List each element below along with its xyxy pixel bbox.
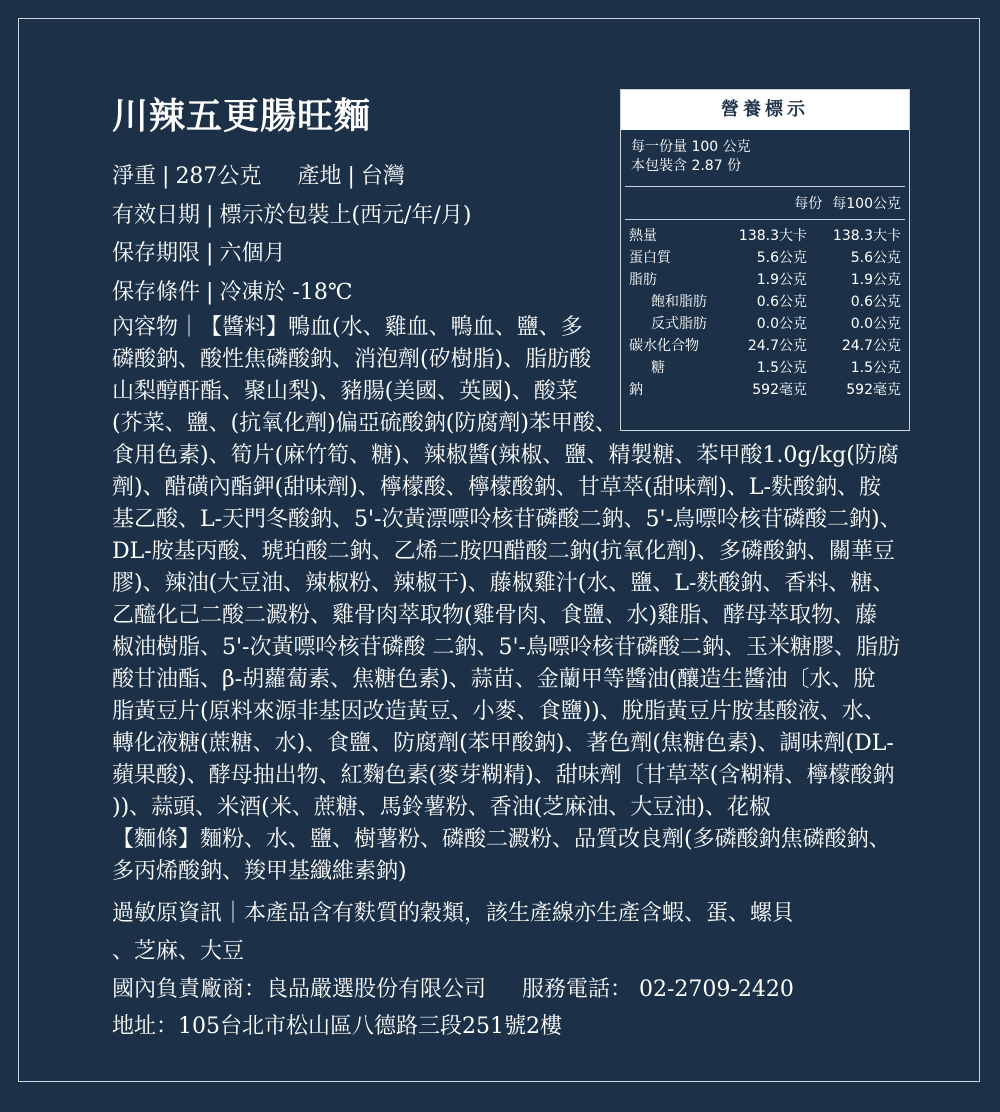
expiry-value: 標示於包裝上(西元/年/月) [219,203,472,228]
allergen-info [112,895,794,971]
ingredients-line: 轉化液糖(蔗糖、水)、食鹽、防腐劑(苯甲酸鈉)、著色劑(焦糖色素)、調味劑(DL- [112,731,894,756]
ingredients-line: 磷酸鈉、酸性焦磷酸鈉、消泡劑(矽樹脂)、脂肪酸 [112,347,592,372]
nutrition-row [621,334,909,356]
nutrient-per-100g: 0.0公克 [850,316,901,332]
shelf-life-label: 保存期限 [112,241,201,266]
ingredients-line: 酸甘油酯、β-胡蘿蔔素、焦糖色素)、蒜苗、金蘭甲等醬油(釀造生醬油〔水、脫 [112,667,876,692]
nutrient-per-serving: 1.5公克 [756,360,807,376]
nutrient-per-serving: 5.6公克 [756,250,807,266]
ingredients-line: 【麵條】麵粉、水、鹽、樹薯粉、磷酸二澱粉、品質改良劑(多磷酸鈉焦磷酸鈉、 [112,827,891,852]
nutrition-row [621,224,909,246]
origin-label: 產地 [297,164,342,189]
nutrient-label: 飽和脂肪 [651,294,707,310]
nutrient-per-serving: 0.6公克 [756,294,807,310]
allergen-line: 、芝麻、大豆 [112,939,245,964]
nutrition-facts-panel [620,89,910,431]
net-weight-origin-line [112,162,405,192]
ingredients-line: 劑)、醋磺內酯鉀(甜味劑)、檸檬酸、檸檬酸鈉、甘草萃(甜味劑)、L-麩酸鈉、胺 [112,475,881,500]
ingredients-line: (芥菜、鹽、(抗氧化劑)偏亞硫酸鈉(防腐劑)苯甲酸、 [112,411,617,436]
nutrient-per-serving: 138.3大卡 [738,228,807,244]
ingredients-line: ))、蒜頭、米酒(米、蔗糖、馬鈴薯粉、香油(芝麻油、大豆油)、花椒 [112,795,771,820]
nutrient-per-100g: 1.9公克 [850,272,901,288]
nutrition-rows [621,220,909,400]
net-weight-value: 287公克 [175,164,262,189]
separator: | [206,241,214,266]
nutrient-per-100g: 0.6公克 [850,294,901,310]
nutrient-label: 熱量 [629,228,657,244]
storage-value: 冷凍於 -18℃ [219,280,353,305]
nutrient-per-serving: 0.0公克 [756,316,807,332]
nutrition-heading: 營養標示 [621,90,909,130]
nutrition-row [621,356,909,378]
nutrient-label: 蛋白質 [629,250,671,266]
nutrition-row [621,312,909,334]
expiry-label: 有效日期 [112,203,201,228]
nutrient-per-100g: 5.6公克 [850,250,901,266]
ingredients-line: 蘋果酸)、酵母抽出物、紅麴色素(麥芽糊精)、甜味劑〔甘草萃(含糊精、檸檬酸鈉 [112,763,895,788]
ingredients-line: 基乙酸、L-天門冬酸鈉、5'-次黃漂嘌呤核苷磷酸二鈉、5'-鳥嘌呤核苷磷酸二鈉)、 [112,507,902,532]
nutrient-label: 脂肪 [629,272,657,288]
nutrient-per-100g: 24.7公克 [841,338,901,354]
origin-value: 台灣 [360,164,405,189]
nutrient-per-100g: 1.5公克 [850,360,901,376]
separator: | [347,164,355,189]
ingredients-line: 多丙烯酸鈉、羧甲基纖維素鈉) [112,859,407,884]
shelf-life-line [112,239,285,269]
expiry-line [112,201,471,231]
separator: | [206,203,214,228]
ingredients-line: 椒油樹脂、5'-次黃嘌呤核苷磷酸 二鈉、5'-鳥嘌呤核苷磷酸二鈉、玉米糖膠、脂肪 [112,635,900,660]
nutrient-per-serving: 592毫克 [752,382,807,398]
nutrient-per-serving: 1.9公克 [756,272,807,288]
nutrient-label: 碳水化合物 [629,338,699,354]
serving-size: 每一份量 100 公克 [631,139,751,155]
nutrition-row [621,378,909,400]
ingredients-line: 內容物｜【醬料】鴨血(水、雞血、鴨血、鹽、多 [112,315,583,340]
col-per-100g: 每100公克 [832,196,901,212]
manufacturer-line [112,975,794,1005]
shelf-life-value: 六個月 [219,241,286,266]
nutrient-per-serving: 24.7公克 [747,338,807,354]
separator: | [162,164,170,189]
storage-label: 保存條件 [112,280,201,305]
nutrient-per-100g: 138.3大卡 [832,228,901,244]
nutrient-per-100g: 592毫克 [846,382,901,398]
allergen-line: 過敏原資訊｜本產品含有麩質的穀類，該生產線亦生產含蝦、蛋、螺貝 [112,901,795,926]
nutrient-label: 糖 [651,360,665,376]
ingredients-line: 脂黃豆片(原料來源非基因改造黃豆、小麥、食鹽))、脫脂黃豆片胺基酸液、水、 [112,699,886,724]
ingredients-line: 乙醯化己二酸二澱粉、雞骨肉萃取物(雞骨肉、食鹽、水)雞脂、酵母萃取物、藤 [112,603,878,628]
net-weight-label: 淨重 [112,164,157,189]
nutrition-row [621,268,909,290]
service-phone: 服務電話： 02-2709-2420 [522,977,794,1002]
manufacturer: 國內負責廠商：良品嚴選股份有限公司 [112,977,487,1002]
nutrition-column-headers [621,187,909,219]
nutrient-label: 反式脂肪 [651,316,707,332]
storage-line [112,278,352,308]
nutrient-label: 鈉 [629,382,643,398]
nutrition-row [621,246,909,268]
servings-per-pack: 本包裝含 2.87 份 [631,158,742,174]
ingredients-line: 膠)、辣油(大豆油、辣椒粉、辣椒干)、藤椒雞汁(水、鹽、L-麩酸鈉、香料、糖、 [112,571,895,596]
col-per-serving: 每份 [794,196,823,212]
ingredients-line: 食用色素)、筍片(麻竹筍、糖)、辣椒醬(辣椒、鹽、精製糖、苯甲酸1.0g/kg(防腐 [112,443,899,468]
product-title: 川辣五更腸旺麵 [112,95,372,137]
ingredients-line: 山梨醇酐酯、聚山梨)、豬腸(美國、英國)、酸菜 [112,379,578,404]
serving-info [621,130,909,176]
nutrition-row [621,290,909,312]
address-line: 地址：105台北市松山區八德路三段251號2樓 [112,1014,562,1039]
ingredients-line: DL-胺基丙酸、琥珀酸二鈉、乙烯二胺四醋酸二鈉(抗氧化劑)、多磷酸鈉、關華豆 [112,539,895,564]
separator: | [206,280,214,305]
